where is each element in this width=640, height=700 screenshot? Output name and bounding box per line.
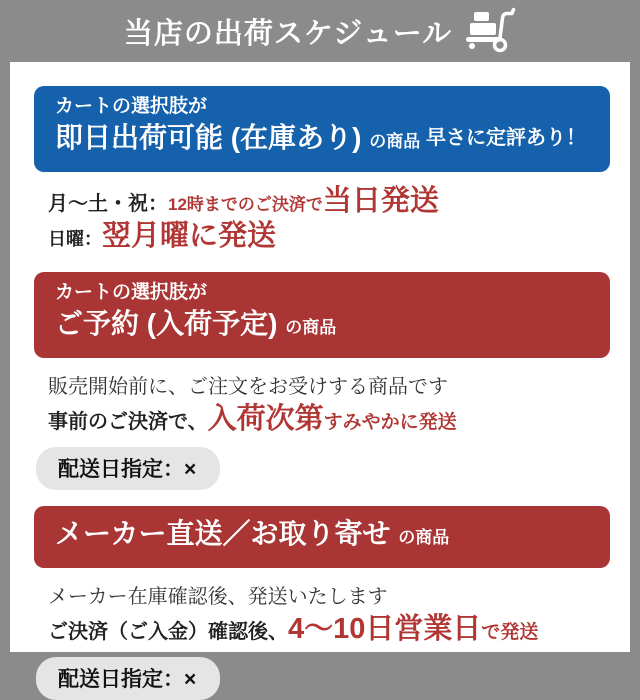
schedule-condition-label: ご決済（ご入金）確認後、 — [48, 621, 288, 643]
schedule-text-immediate — [48, 186, 610, 256]
header — [0, 0, 640, 62]
schedule-result-suffix: で発送 — [481, 622, 539, 643]
banner-immediate-shipping — [34, 86, 610, 172]
banner-product-suffix: の商品 — [285, 318, 337, 337]
section-immediate-shipping — [10, 86, 630, 256]
banner-text-group — [55, 95, 420, 161]
schedule-description: メーカー在庫確認後、発送いたします — [48, 586, 388, 608]
banner-product-suffix: の商品 — [398, 528, 450, 547]
banner-preorder — [34, 272, 610, 358]
banner-product-type — [55, 515, 590, 557]
schedule-text-maker-direct — [48, 582, 610, 649]
schedule-result: 4〜10日営業日 — [288, 613, 482, 645]
content-panel — [10, 62, 630, 691]
banner-maker-direct — [34, 506, 610, 568]
delivery-date-badge: 配送日指定：× — [36, 657, 220, 700]
schedule-days-label: 日曜： — [48, 229, 102, 249]
section-preorder — [10, 272, 630, 490]
schedule-row-shipping — [48, 404, 610, 439]
banner-product-type — [55, 119, 420, 161]
schedule-description: 販売開始前に、ご注文をお受けする商品です — [48, 376, 448, 398]
schedule-row-weekday — [48, 186, 610, 221]
schedule-result-suffix: すみやかに発送 — [323, 412, 457, 433]
speed-reputation-note: 早さに定評あり！ — [426, 126, 586, 149]
banner-product-suffix: の商品 — [369, 132, 421, 151]
handtruck-icon — [466, 5, 516, 58]
banner-subtitle: カートの選択肢が — [55, 282, 208, 303]
banner-product-type-strong: ご予約 (入荷予定) — [55, 308, 278, 339]
schedule-result: 入荷次第 — [207, 403, 324, 435]
schedule-row-shipping — [48, 614, 610, 649]
schedule-result: 当日発送 — [322, 185, 439, 217]
schedule-row-description — [48, 372, 610, 404]
page-title: 当店の出荷スケジュール — [123, 17, 453, 50]
delivery-date-badge: 配送日指定：× — [36, 447, 220, 490]
schedule-row-sunday — [48, 221, 610, 256]
section-maker-direct — [10, 506, 630, 700]
banner-subtitle: カートの選択肢が — [55, 96, 208, 117]
schedule-text-preorder — [48, 372, 610, 439]
schedule-days-label: 月〜土・祝： — [48, 193, 168, 215]
banner-product-type — [55, 305, 590, 347]
schedule-condition: 12時までのご決済で — [168, 195, 323, 214]
schedule-result: 翌月曜に発送 — [102, 220, 277, 252]
banner-product-type-strong: メーカー直送／お取り寄せ — [55, 518, 391, 549]
schedule-condition-label: 事前のご決済で、 — [48, 411, 208, 433]
banner-product-type-strong: 即日出荷可能 (在庫あり) — [55, 122, 362, 153]
schedule-row-description — [48, 582, 610, 614]
